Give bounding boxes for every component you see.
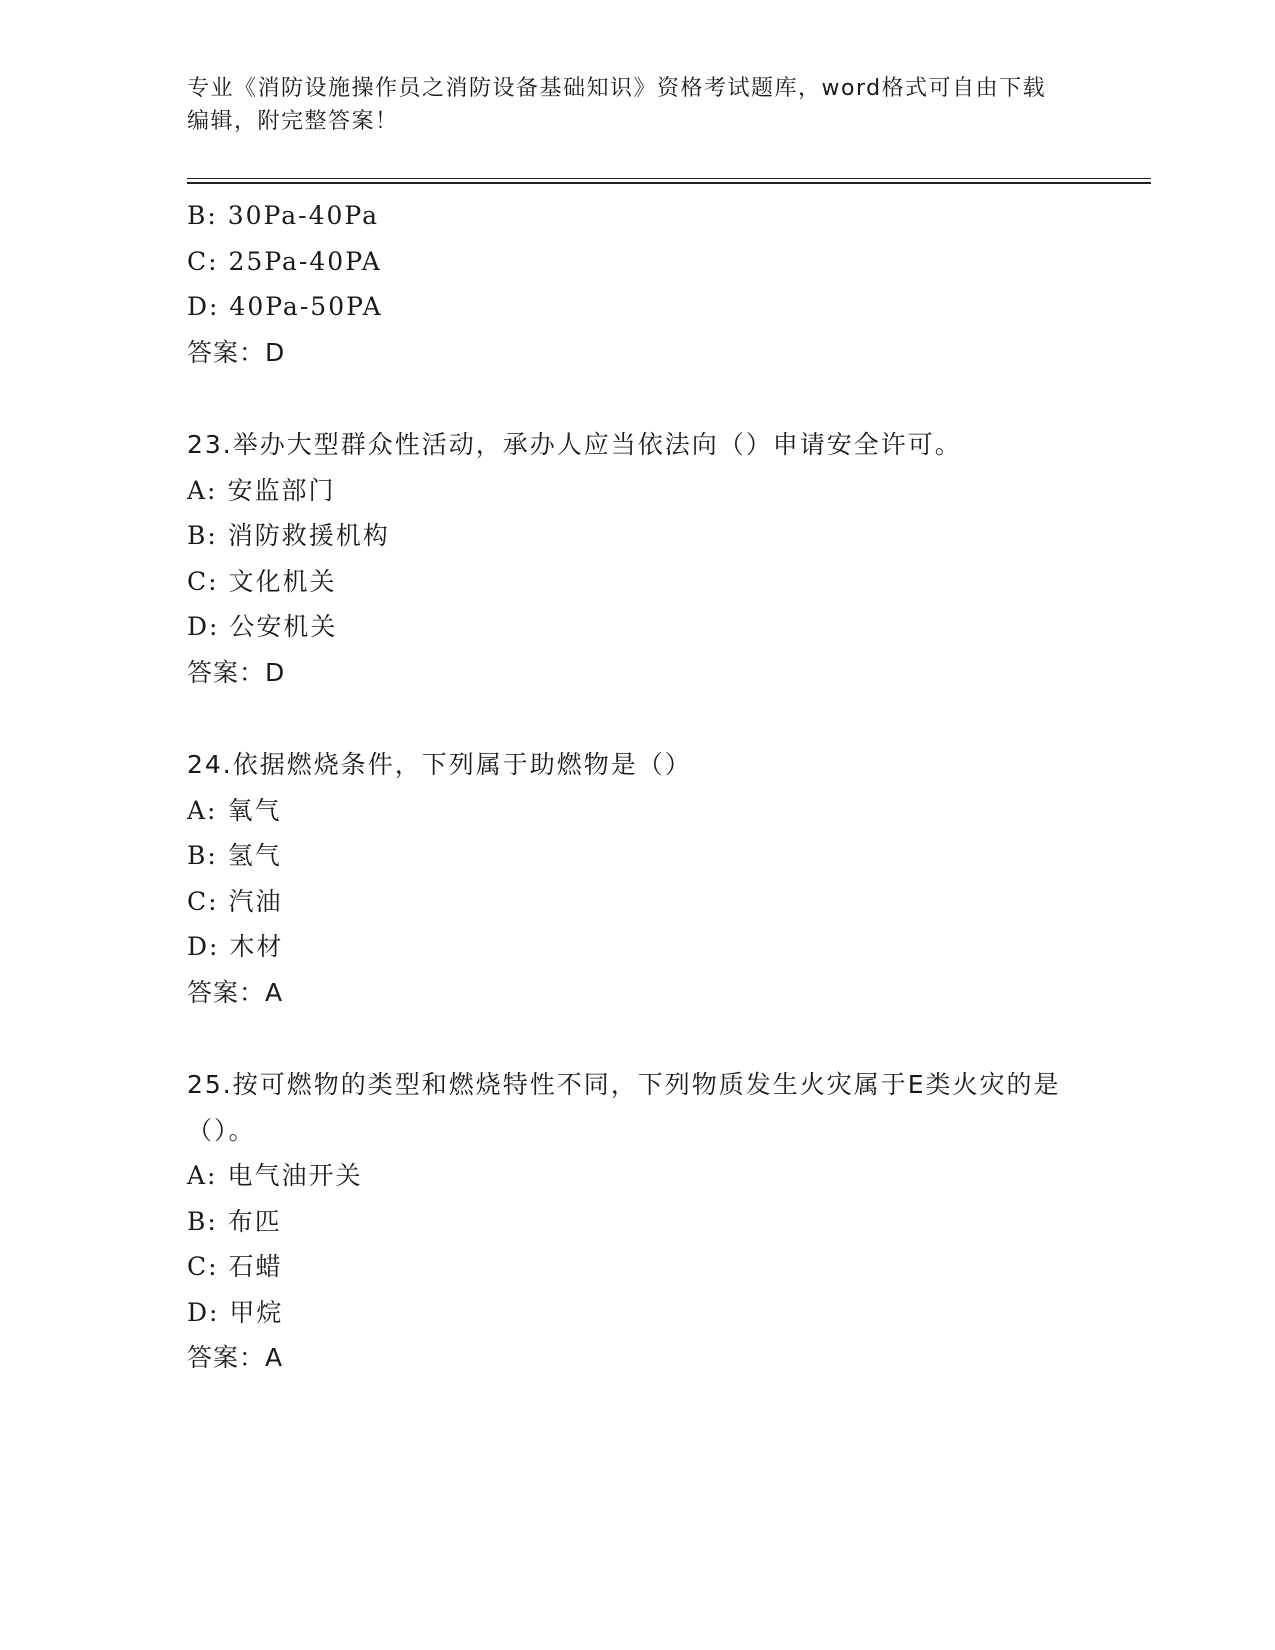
option-a: A: 电气油开关 xyxy=(187,1161,363,1190)
option-d: D: 40Pa-50PA xyxy=(187,292,383,321)
question-25 xyxy=(187,1062,1087,1381)
option-b: B: 消防救援机构 xyxy=(187,521,390,550)
question-stem: 24.依据燃烧条件，下列属于助燃物是（） xyxy=(187,750,692,779)
header-divider-thick xyxy=(187,182,1151,184)
option-b: B: 氢气 xyxy=(187,841,282,870)
option-a: A: 安监部门 xyxy=(187,475,336,505)
option-d: D: 木材 xyxy=(187,932,284,961)
option-c: C: 25Pa-40PA xyxy=(187,246,382,276)
answer: 答案：A xyxy=(187,977,284,1007)
option-b: B: 布匹 xyxy=(187,1206,282,1236)
answer: 答案：A xyxy=(187,1343,284,1372)
previous-question-tail xyxy=(187,193,1087,375)
question-24 xyxy=(187,742,1087,1015)
document-header: 专业《消防设施操作员之消防设备基础知识》资格考试题库，word格式可自由下载编辑，附完整答案！ xyxy=(187,76,1047,134)
option-d: D: 甲烷 xyxy=(187,1297,284,1327)
header-divider-thin xyxy=(187,178,1151,179)
option-c: C: 文化机关 xyxy=(187,566,337,596)
answer: 答案：D xyxy=(187,657,286,687)
option-d: D: 公安机关 xyxy=(187,612,338,641)
option-c: C: 石蜡 xyxy=(187,1252,283,1281)
question-stem: 25.按可燃物的类型和燃烧特性不同，下列物质发生火灾属于E类火灾的是（）。 xyxy=(187,1070,1061,1145)
option-a: A: 氧气 xyxy=(187,795,282,825)
option-b: B: 30Pa-40Pa xyxy=(187,201,380,230)
question-stem: 23.举办大型群众性活动，承办人应当依法向（）申请安全许可。 xyxy=(187,430,962,459)
answer: 答案：D xyxy=(187,337,286,367)
question-list xyxy=(187,193,1087,1381)
option-c: C: 汽油 xyxy=(187,886,283,916)
question-23 xyxy=(187,422,1087,695)
